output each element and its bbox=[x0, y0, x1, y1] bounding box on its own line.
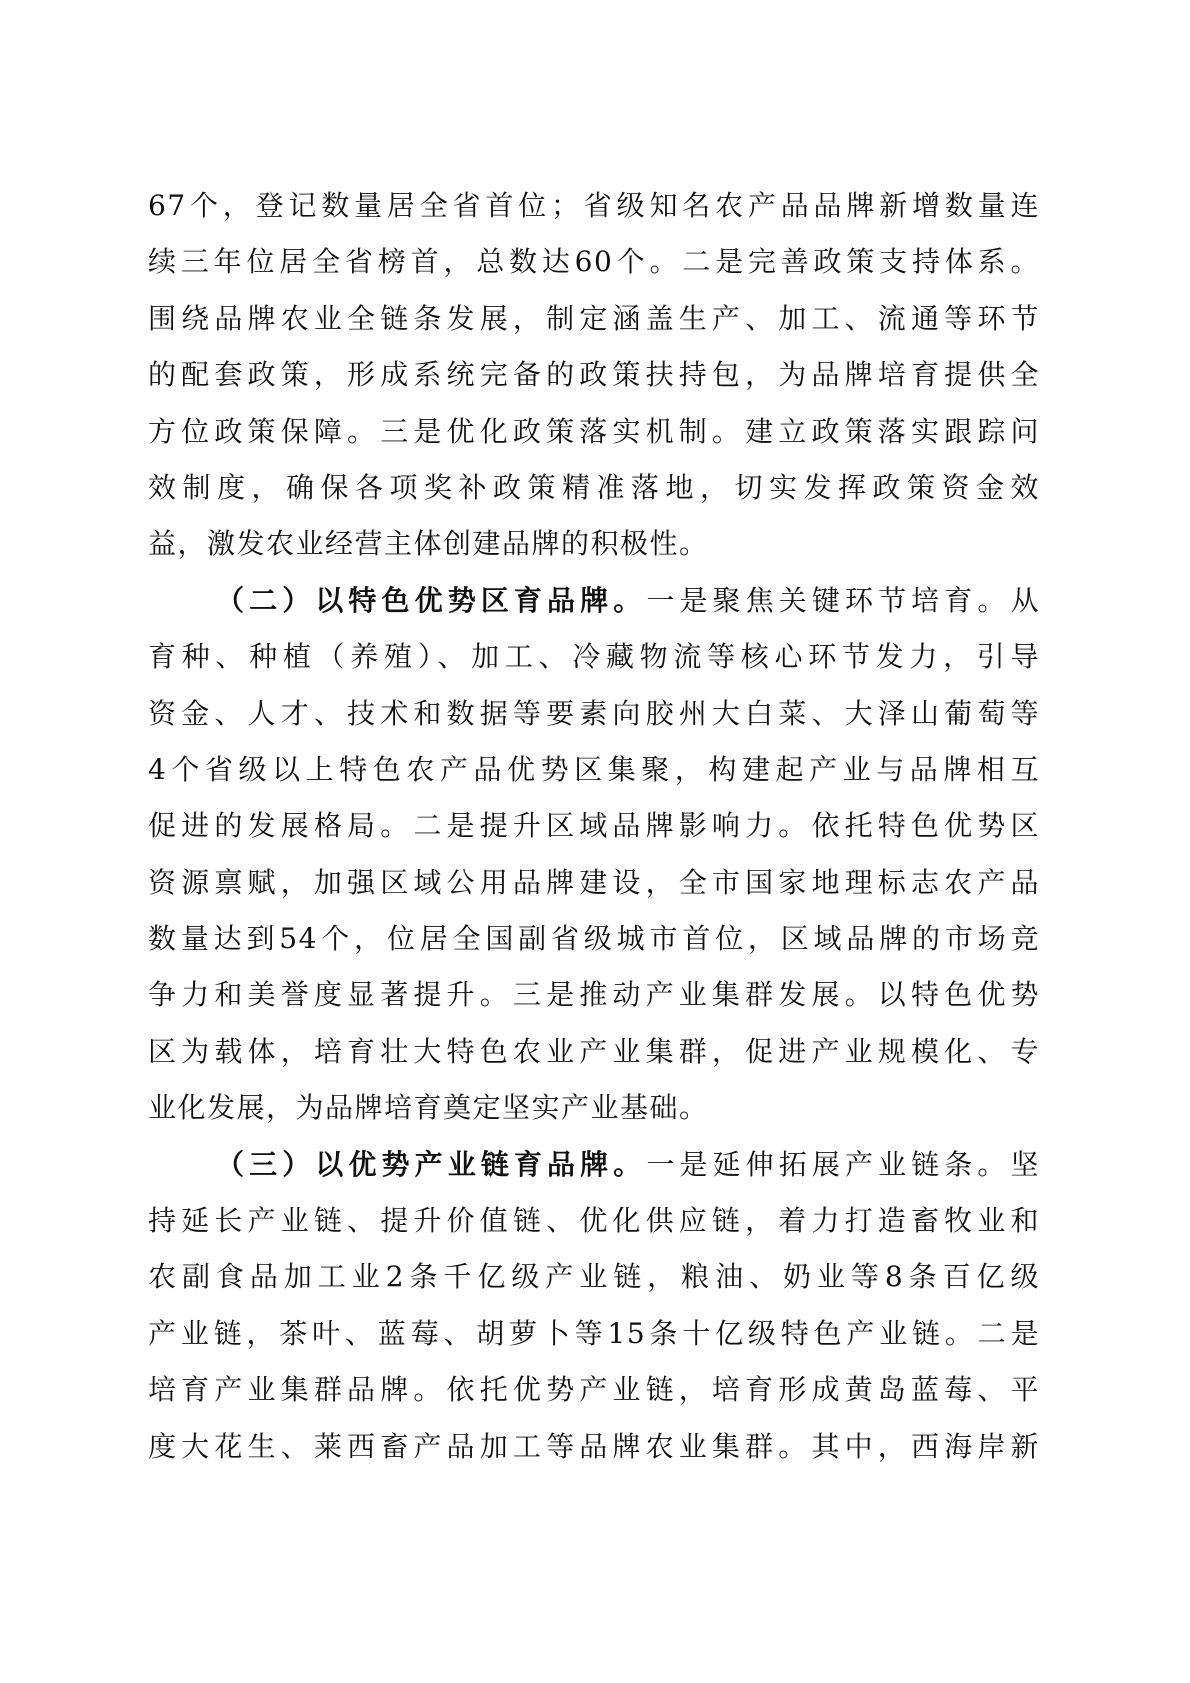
paragraph-first-line bbox=[148, 1137, 1040, 1193]
text-line: 67个，登记数量居全省首位；省级知名农产品品牌新增数量连 bbox=[148, 189, 1040, 222]
text-line: 度大花生、莱西畜产品加工等品牌农业集群。其中，西海岸新 bbox=[148, 1429, 1040, 1463]
text-line: 农副食品加工业2条千亿级产业链，粮油、奶业等8条百亿级 bbox=[148, 1260, 1040, 1294]
text-span: 一是延伸拓展产业链条。坚 bbox=[646, 1147, 1040, 1181]
text-line: 区为载体，培育壮大特色农业产业集群，促进产业规模化、专 bbox=[148, 1034, 1040, 1068]
section-heading: （三）以优势产业链育品牌。 bbox=[216, 1147, 647, 1181]
text-line: 业化发展，为品牌培育奠定坚实产业基础。 bbox=[148, 1091, 709, 1125]
text-line: 资源禀赋，加强区域公用品牌建设，全市国家地理标志农产品 bbox=[148, 865, 1040, 899]
paragraph-first-line bbox=[148, 573, 1040, 629]
section-heading: （二）以特色优势区育品牌。 bbox=[216, 583, 647, 617]
text-span: 一是聚焦关键环节培育。从 bbox=[646, 583, 1040, 617]
text-line: 的配套政策，形成系统完备的政策扶持包，为品牌培育提供全 bbox=[148, 358, 1040, 392]
text-line: 育种、种植（养殖）、加工、冷藏物流等核心环节发力，引导 bbox=[148, 640, 1040, 674]
text-line: 争力和美誉度显著提升。三是推动产业集群发展。以特色优势 bbox=[148, 978, 1040, 1012]
text-line: 续三年位居全省榜首，总数达60个。二是完善政策支持体系。 bbox=[148, 245, 1040, 279]
text-line: 持延长产业链、提升价值链、优化供应链，着力打造畜牧业和 bbox=[148, 1204, 1040, 1238]
text-line: 数量达到54个，位居全国副省级城市首位，区域品牌的市场竞 bbox=[148, 922, 1040, 956]
text-line: 效制度，确保各项奖补政策精准落地，切实发挥政策资金效 bbox=[148, 470, 1040, 504]
text-line: 围绕品牌农业全链条发展，制定涵盖生产、加工、流通等环节 bbox=[148, 301, 1040, 335]
text-line: 益，激发农业经营主体创建品牌的积极性。 bbox=[148, 527, 709, 561]
body-text bbox=[148, 178, 1040, 1475]
text-line: 培育产业集群品牌。依托优势产业链，培育形成黄岛蓝莓、平 bbox=[148, 1373, 1040, 1407]
text-line: 产业链，茶叶、蓝莓、胡萝卜等15条十亿级特色产业链。二是 bbox=[148, 1316, 1040, 1350]
text-line: 促进的发展格局。二是提升区域品牌影响力。依托特色优势区 bbox=[148, 809, 1040, 843]
text-line: 4个省级以上特色农产品优势区集聚，构建起产业与品牌相互 bbox=[148, 752, 1040, 786]
text-line: 方位政策保障。三是优化政策落实机制。建立政策落实跟踪问 bbox=[148, 414, 1040, 448]
text-line: 资金、人才、技术和数据等要素向胶州大白菜、大泽山葡萄等 bbox=[148, 696, 1040, 730]
